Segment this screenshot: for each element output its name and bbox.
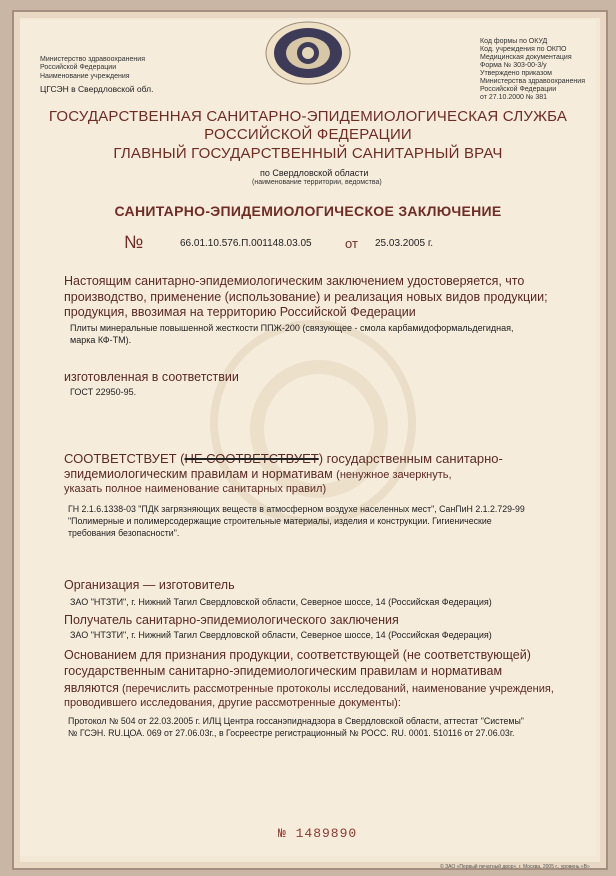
rules-line-3: требования безопасности". xyxy=(68,528,180,538)
ministry-line-1: Министерство здравоохранения xyxy=(40,56,145,63)
conforms-label: СООТВЕТСТВУЕТ ( xyxy=(64,451,185,466)
rules-line-1: ГН 2.1.6.1338-03 "ПДК загрязняющих веществ в атмосферном воздухе населенных мест", СанПиН 2.1.2.729-99 xyxy=(68,504,525,514)
conformity-line-1 xyxy=(64,451,503,466)
russian-federation: Российской Федерации xyxy=(480,86,557,93)
made-label: изготовленная в соответствии xyxy=(64,370,239,384)
territory-value: по Свердловской области xyxy=(260,168,369,178)
maker-value: ЗАО "НТЗТИ", г. Нижний Тагил Свердловской области, Северное шоссе, 14 (Российская Федерация) xyxy=(70,597,492,607)
institution-label: Наименование учреждения xyxy=(40,73,130,80)
ministry-health: Министерства здравоохранения xyxy=(480,78,585,85)
header-line-2: РОССИЙСКОЙ ФЕДЕРАЦИИ xyxy=(204,126,412,143)
basis-line-4: проводившего исследования, другие рассмотренные документы): xyxy=(64,697,401,709)
header-line-1: ГОСУДАРСТВЕННАЯ САНИТАРНО-ЭПИДЕМИОЛОГИЧЕСКАЯ СЛУЖБА xyxy=(48,108,568,125)
receiver-value: ЗАО "НТЗТИ", г. Нижний Тагил Свердловской области, Северное шоссе, 14 (Российская Федерация) xyxy=(70,630,492,640)
printer-footer: © ЗАО «Первый печатный двор», г. Москва, 2005 г., уровень «В» xyxy=(440,864,590,870)
product-line-1: Плиты минеральные повышенной жесткости ППЖ-200 (связующее - смола карбамидоформальдегидная, xyxy=(70,323,514,333)
approved-by: Утверждено приказом xyxy=(480,70,552,77)
conformity-line-3: указать полное наименование санитарных правил) xyxy=(64,483,327,495)
state-seal-icon xyxy=(264,20,352,86)
okpo-code: Код. учреждения по ОКПО xyxy=(480,46,567,53)
intro-line-2: производство, применение (использование) и реализация новых видов продукции; xyxy=(64,290,548,304)
form-number: Форма № 303-00-3/у xyxy=(480,62,547,69)
conclusion-date: 25.03.2005 г. xyxy=(375,238,434,249)
basis-line-3 xyxy=(64,681,554,695)
serial-number: № 1489890 xyxy=(278,826,358,841)
not-conforms-struck: НЕ СООТВЕТСТВУЕТ xyxy=(184,451,319,466)
ministry-line-2: Российской Федерации xyxy=(40,64,117,71)
protocol-line-1: Протокол № 504 от 22.03.2005 г. ИЛЦ Центра госсанэпиднадзора в Свердловской области, аттестат "Системы" xyxy=(68,716,524,726)
basis-line-1: Основанием для признания продукции, соответствующей (не соответствующей) xyxy=(64,648,531,662)
order-date: от 27.10.2000 № 381 xyxy=(480,94,548,101)
basis-line-2: государственным санитарно-эпидемиологическим правилам и нормативам xyxy=(64,664,503,678)
institution-name: ЦГСЭН в Свердловской обл. xyxy=(40,84,154,94)
maker-label: Организация — изготовитель xyxy=(64,578,235,592)
rules-line-2: "Полимерные и полимерсодержащие строительные материалы, изделия и конструкции. Гигиенические xyxy=(68,516,492,526)
made-standard: ГОСТ 22950-95. xyxy=(70,387,137,397)
conformity-rest: ) государственным санитарно- xyxy=(318,451,503,466)
territory-caption: (наименование территории, ведомства) xyxy=(252,179,382,186)
header-line-3: ГЛАВНЫЙ ГОСУДАРСТВЕННЫЙ САНИТАРНЫЙ ВРАЧ xyxy=(113,145,503,162)
protocol-line-2: № ГСЭН. RU.ЦОА. 069 от 27.06.03г., в Госреестре регистрационный № РОСС. RU. 0001. 510116 от 27.06.03г. xyxy=(68,728,515,738)
conclusion-number: 66.01.10.576.П.001148.03.05 xyxy=(180,238,312,249)
document-title: САНИТАРНО-ЭПИДЕМИОЛОГИЧЕСКОЕ ЗАКЛЮЧЕНИЕ xyxy=(114,203,502,219)
okud-code: Код формы по ОКУД xyxy=(480,38,548,45)
product-line-2: марка КФ-ТМ). xyxy=(70,335,132,345)
strike-hint: (ненужное зачеркнуть, xyxy=(336,469,452,481)
intro-line-3: продукция, ввозимая на территорию Российской Федерации xyxy=(64,305,416,319)
number-sign: № xyxy=(124,232,144,252)
receiver-label: Получатель санитарно-эпидемиологического заключения xyxy=(64,613,399,627)
basis-are: являются xyxy=(64,681,119,695)
basis-hint: (перечислить рассмотренные протоколы исследований, наименование учреждения, xyxy=(121,683,554,695)
conformity-line-2 xyxy=(64,467,452,481)
intro-line-1: Настоящим санитарно-эпидемиологическим заключением удостоверяется, что xyxy=(64,274,525,288)
conformity-rules: эпидемиологическим правилам и нормативам xyxy=(64,467,333,481)
from-label: от xyxy=(345,236,358,251)
med-doc: Медицинская документация xyxy=(480,54,572,61)
